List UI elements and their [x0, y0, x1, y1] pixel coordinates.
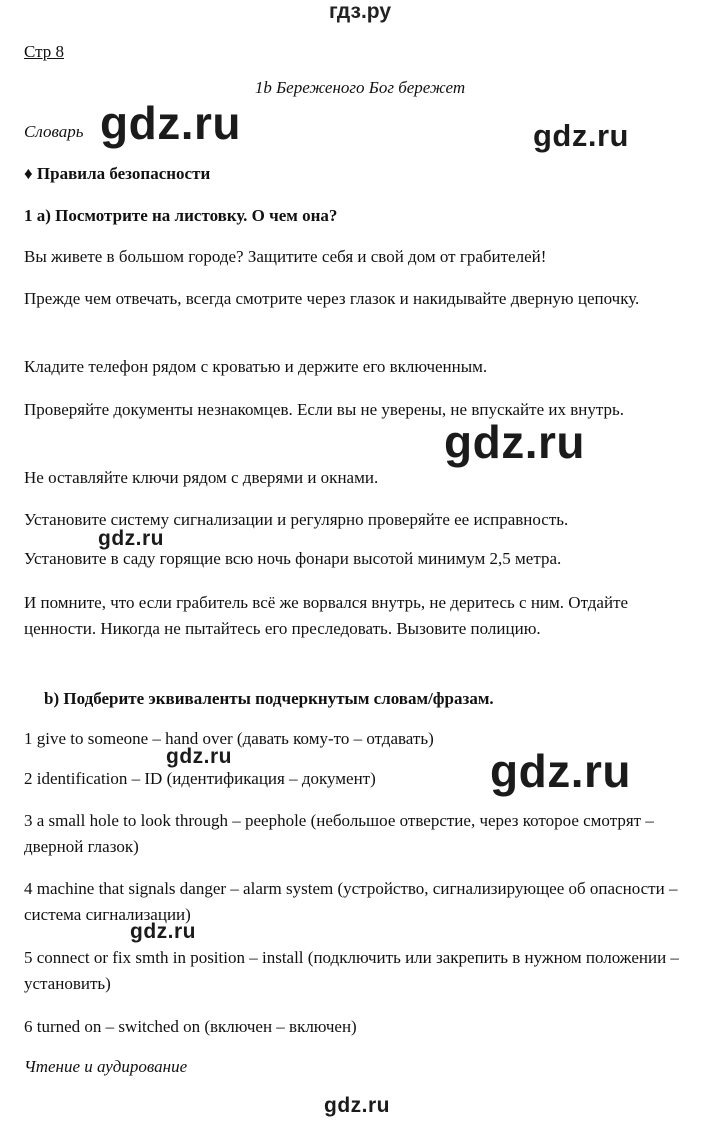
- watermark: gdz.ru: [100, 97, 241, 149]
- paragraph: Не оставляйте ключи рядом с дверями и окнами.: [24, 468, 379, 487]
- watermark: gdz.ru: [130, 920, 196, 943]
- list-item: 3 a small hole to look through – peephole (небольшое отверстие, через которое смотрят – дверной глазок): [24, 811, 654, 856]
- site-header: гдз.ру: [328, 0, 392, 23]
- watermark: gdz.ru: [533, 118, 629, 153]
- watermark: gdz.ru: [324, 1094, 390, 1117]
- list-item: 1 give to someone – hand over (давать кому-то – отдавать): [24, 729, 434, 748]
- lesson-title: 1b Береженого Бог бережет: [254, 78, 466, 97]
- paragraph: Установите в саду горящие всю ночь фонари высотой минимум 2,5 метра.: [24, 549, 562, 568]
- paragraph: Проверяйте документы незнакомцев. Если вы не уверены, не впускайте их внутрь.: [24, 400, 624, 419]
- list-item: 5 connect or fix smth in position – install (подключить или закрепить в нужном положении – установить): [24, 948, 679, 993]
- section-heading: ♦ Правила безопасности: [24, 164, 211, 183]
- task-a-heading: 1 а) Посмотрите на листовку. О чем она?: [24, 206, 338, 225]
- paragraph: Установите систему сигнализации и регулярно проверяйте ее исправность.: [24, 510, 569, 529]
- paragraph: Вы живете в большом городе? Защитите себя и свой дом от грабителей!: [24, 247, 547, 266]
- watermark: gdz.ru: [166, 745, 232, 768]
- watermark: gdz.ru: [98, 527, 164, 550]
- page-reference: Стр 8: [24, 42, 65, 61]
- paragraph: И помните, что если грабитель всё же ворвался внутрь, не деритесь с ним. Отдайте ценности. Никогда не пытайтесь его преследовать. Вызовите полицию.: [24, 593, 629, 638]
- watermark: gdz.ru: [490, 745, 631, 797]
- dictionary-label: Словарь: [24, 122, 84, 141]
- list-item: 2 identification – ID (идентификация – документ): [24, 769, 376, 788]
- task-b-heading: b) Подберите эквиваленты подчеркнутым словам/фразам.: [44, 689, 494, 708]
- list-item: 6 turned on – switched on (включен – включен): [24, 1017, 357, 1036]
- footer-section-title: Чтение и аудирование: [24, 1057, 188, 1076]
- paragraph: Кладите телефон рядом с кроватью и держите его включенным.: [24, 357, 488, 376]
- paragraph: Прежде чем отвечать, всегда смотрите через глазок и накидывайте дверную цепочку.: [24, 289, 640, 308]
- watermark: gdz.ru: [444, 416, 585, 468]
- list-item: 4 machine that signals danger – alarm system (устройство, сигнализирующее об опасности – система сигнализации): [24, 879, 678, 924]
